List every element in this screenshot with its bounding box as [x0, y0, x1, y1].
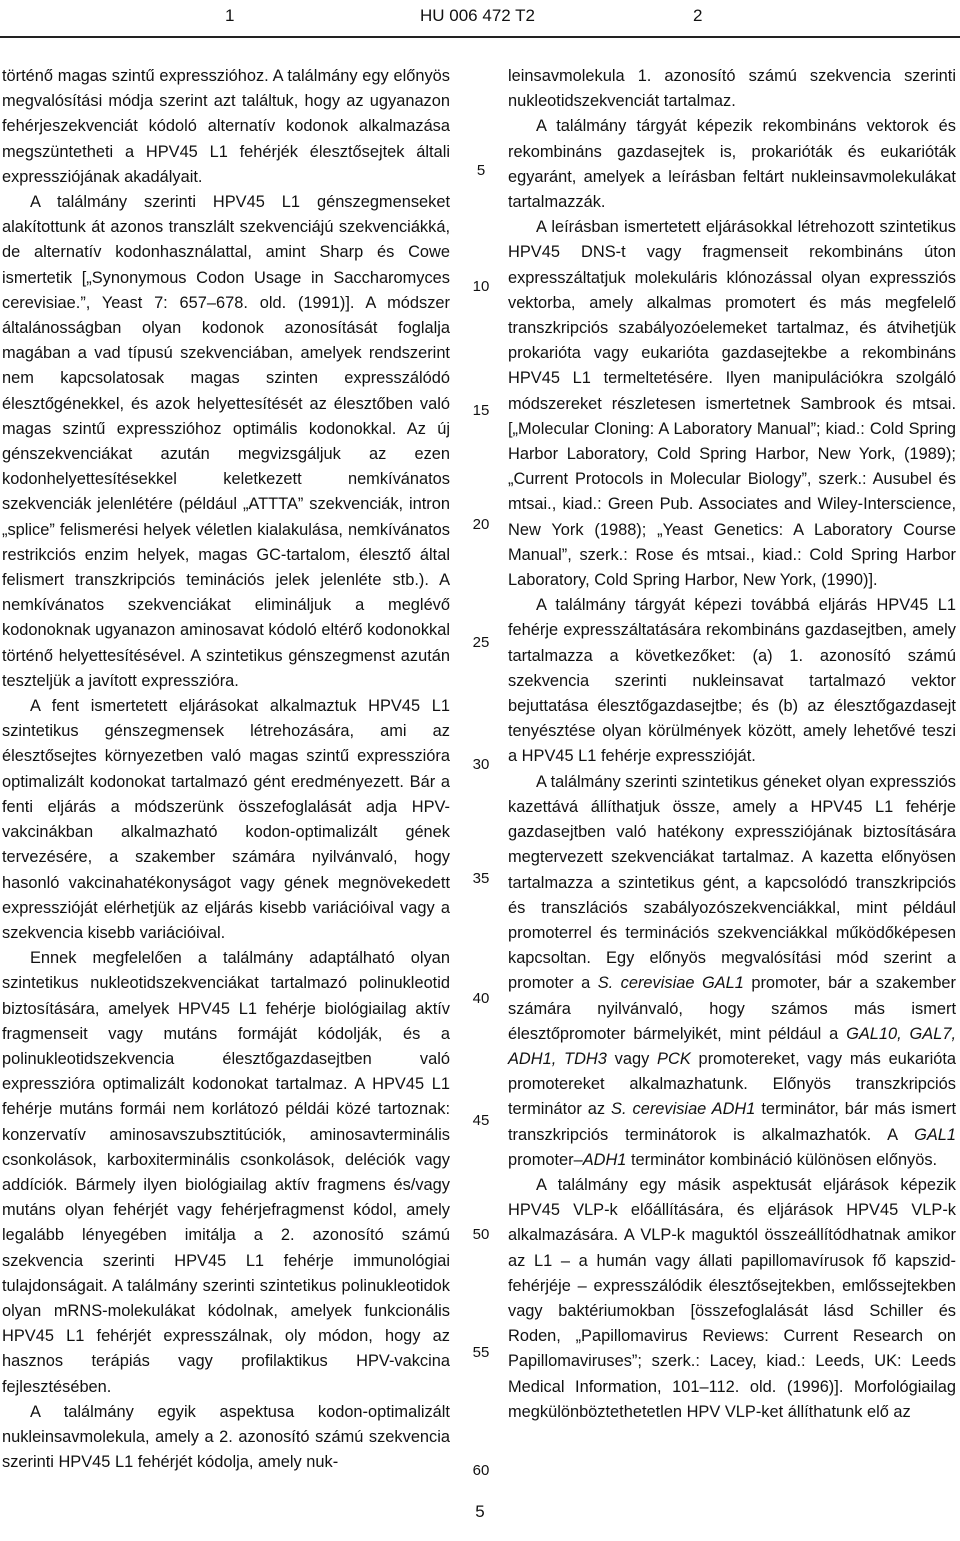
- line-number: 30: [472, 756, 490, 773]
- line-number: 35: [472, 870, 490, 887]
- text-run: terminátor kombináció különösen előnyös.: [626, 1150, 938, 1169]
- line-number: 20: [472, 516, 490, 533]
- text-run: A találmány szerinti szintetikus géneket olyan expressziós kazettává állíthatjuk össze, amely a HPV45 L1 fehérje gazdasejtben való hatékony expressziójának biztosítására megtervezett szekvenciákat tartalmaz. A kazetta előnyösen tartalmazza a szintetikus gént, a kapcsolódó transzkripciós és transzlációs szabályozószekvenciákkal, mint például promoterrel és terminációs szekvenciákkal működőképesen kapcsoltan. Egy előnyös megvalósítási mód szerint a promoter a: [508, 772, 956, 993]
- text-run: promotereket, vagy más eukarióta promotereket alkalmazhatunk. Előnyös transzkripciós terminátor az: [508, 1049, 956, 1119]
- right-paragraph-3: A leírásban ismertetett eljárásokkal létrehozott szintetikus HPV45 DNS-t vagy fragmenseit rekombináns úton expresszáltatjuk molekuláris klónozással olyan expressziós vektorba, amely alkalmas promotert és más megfelelő transzkripciós szabályozóelemeket tartalmaz, és átvihetjük prokarióta vagy eukarióta gazdasejtekbe a rekombináns HPV45 L1 termeltetésére. Ilyen manipulációkra szolgáló módszereket részletesen ismertetnek Sambrook és mtsai. [„Molecular Cloning: A Laboratory Manual”; kiad.: Cold Spring Harbor Laboratory, Cold Spring Harbor, New York, (1989); „Current Protocols in Molecular Biology”, szerk.: Ausubel és mtsai., kiad.: Green Pub. Associates and Wiley-Interscience, New York (1988); „Yeast Genetics: A Laboratory Course Manual”, szerk.: Rose és mtsai., kiad.: Cold Spring Harbor Laboratory, Cold Spring Harbor, New York, (1990)].: [508, 218, 956, 590]
- line-number: 55: [472, 1344, 490, 1361]
- left-paragraph-3: A fent ismertetett eljárásokat alkalmaztuk HPV45 L1 szintetikus génszegmensek létrehozására, ami az élesztősejtes környezetben való magas szintű expresszióra optimalizált kodonokat tartalmazó gént eredményezett. Bár a fenti eljárás a módszerünk összefoglalását adja HPV-vakcinákban alkalmazható kodon-optimalizált gének tervezésére, a szakember számára nyilvánvaló, hogy hasonló vakcinahatékonyságot vagy gének megnövekedett expresszióját elérhetjük az eljárás kisebb variációival vagy a szekvencia kisebb variációival.: [2, 697, 450, 942]
- page-header: [0, 0, 960, 40]
- text-run: promoter, bár a szakember számára nyilvánvaló, hogy számos más ismert élesztőpromoter bármelyikét, mint például a: [508, 974, 957, 1043]
- text-run: vagy: [606, 1049, 658, 1068]
- italic-term: GAL1: [914, 1125, 956, 1144]
- italic-term: S. cerevisiae GAL1: [597, 974, 744, 993]
- patent-id: HU 006 472 T2: [420, 6, 535, 25]
- line-number: 50: [472, 1226, 490, 1243]
- left-page-number: 1: [225, 6, 235, 25]
- right-paragraph-2: A találmány tárgyát képezik rekombináns vektorok és rekombináns gazdasejtek is, prokarióták és eukarióták egyaránt, amelyek a leírásban feltárt nukleinsavmolekulákat tartalmazzák.: [508, 117, 956, 212]
- header-rule: [0, 36, 960, 38]
- left-column: [2, 64, 450, 1475]
- line-number: 15: [472, 402, 490, 419]
- italic-term: S. cerevisiae ADH1: [611, 1100, 756, 1119]
- right-paragraph-4: A találmány tárgyát képezi továbbá eljárás HPV45 L1 fehérje expresszáltatására rekombináns gazdasejtben, amely tartalmazza a következőket: (a) 1. azonosító számú szekvencia szerinti nukleinsavat tartalmazó vektor bejuttatása élesztőgazdasejtbe; és (b) az élesztőgazdasejt tenyésztése olyan körülmények között, amely lehetővé teszi a HPV45 L1 fehérje expresszióját.: [508, 596, 956, 766]
- right-paragraph-5: [508, 770, 956, 1173]
- left-paragraph-5: A találmány egyik aspektusa kodon-optimalizált nukleinsavmolekula, amely a 2. azonosító számú szekvencia szerinti HPV45 L1 fehérjét kódolja, amely nuk-: [2, 1402, 450, 1472]
- line-number: 60: [472, 1462, 490, 1479]
- italic-term: GAL10, GAL7, ADH1, TDH3: [508, 1024, 956, 1068]
- left-paragraph-1: történő magas szintű expresszióhoz. A találmány egy előnyös megvalósítási módja szerint azt találtuk, hogy az ugyanazon fehérjeszekvenciát kódoló alternatív kodonok alkalmazása megszüntetheti a HPV45 L1 fehérjék élesztősejtek általi expressziójának akadályait.: [2, 67, 450, 186]
- line-number: 40: [472, 990, 490, 1007]
- left-paragraph-4: Ennek megfelelően a találmány adaptálható olyan szintetikus nukleotidszekvenciákat tartalmazó polinukleotid biztosítására, amelyek HPV45 L1 fehérje biológiailag aktív fragmenseit vagy mutáns formáját kódolják, és a polinukleotidszekvencia élesztőgazdasejtben való expresszióra optimalizált kodonokat tartalmaz. A HPV45 L1 fehérje mutáns formái nem korlátozó példái közé tartoznak: konzervatív aminosavszubsztitúciók, aminosavterminális csonkolások, karboxiterminális csonkolások, deléciók vagy addíciók. Bármely ilyen biológiailag aktív fragmens és/vagy mutáns olyan fehérjét vagy fehérjefragmenst kódol, amely legalább lényegében imitálja a 2. azonosító számú szekvencia szerinti HPV45 L1 fehérje immunológiai tulajdonságait. A találmány szerinti szintetikus polinukleotidok olyan mRNS-molekulákat kódolnak, amelyek funkcionális HPV45 L1 fehérjét expresszálnak, oly módon, hogy az hasznos terápiás vagy profilaktikus HPV-vakcina fejlesztésében.: [2, 949, 450, 1396]
- page-footer: [0, 1502, 960, 1522]
- right-paragraph-6: A találmány egy másik aspektusát eljárások képezik HPV45 VLP-k előállítására, és eljárások HPV45 VLP-k alkalmazására. A VLP-k maguktól összeállítódhatnak amikor az L1 – a humán vagy állati papillomavírusok fő kapszid-fehérjéje – expresszálódik élesztősejtekben, emlőssejtekben vagy baktériumokban [összefoglalását lásd Schiller és Roden, „Papillomavirus Reviews: Current Research on Papillomaviruses”; szerk.: Lacey, kiad.: Leeds, UK: Leeds Medical Information, 101–112. old. (1996)]. Morfológiailag megkülönböztethetetlen HPV VLP-ket állíthatunk elő az: [508, 1175, 956, 1421]
- right-column: [508, 64, 956, 1425]
- right-page-number: 2: [693, 6, 703, 25]
- line-number: 25: [472, 634, 490, 651]
- right-paragraph-1: leinsavmolekula 1. azonosító számú szekvencia szerinti nukleotidszekvenciát tartalmaz.: [508, 67, 956, 111]
- text-run: promoter–: [508, 1150, 583, 1169]
- text-run: terminátor, bár más ismert transzkripciós terminátorok is alkalmazhatók. A: [508, 1100, 956, 1144]
- line-number: 10: [472, 278, 490, 295]
- left-paragraph-2: A találmány szerinti HPV45 L1 génszegmenseket alakítottunk át azonos transzlált szekvenciájú szekvenciákká, de alternatív kodonhasználattal, amint Sharp és Cowe ismertetik [„Synonymous Codon Usage in Saccharomyces cerevisiae.”, Yeast 7: 657–678. old. (1991)]. A módszer általánosságban olyan kodonok azonosítását foglalja magában a vad típusú szekvenciában, amelyek rendszerint nem kapcsolatosak magas szinten expresszálódó élesztőgénekkel, és azok helyettesítését az élesztőben való magas szintű expresszióhoz optimális kodonokkal. Az új génszekvenciákat azután megvizsgáljuk az ezen kodonhelyettesítésekkel keletkezett nemkívánatos szekvenciák jelenlétére (például „ATTTA” szekvenciák, intron „splice” felismerési helyek véletlen kialakulása, nemkívánatos restrikciós enzim helyek, magas GC-tartalom, élesztő által felismert transzkripciós teminációs jelek jelenléte stb.). A nemkívánatos szekvenciákat elimináljuk a meglévő kodonoknak ugyanazon aminosavat kódoló eltérő kodonokkal történő helyettesítésével. A szintetikus génszegmenst azután teszteljük a javított expresszióra.: [2, 193, 450, 690]
- italic-term: ADH1: [582, 1150, 627, 1169]
- page-number: 5: [475, 1502, 485, 1521]
- line-number: 5: [476, 162, 486, 179]
- line-number: 45: [472, 1112, 490, 1129]
- italic-term: PCK: [657, 1049, 691, 1068]
